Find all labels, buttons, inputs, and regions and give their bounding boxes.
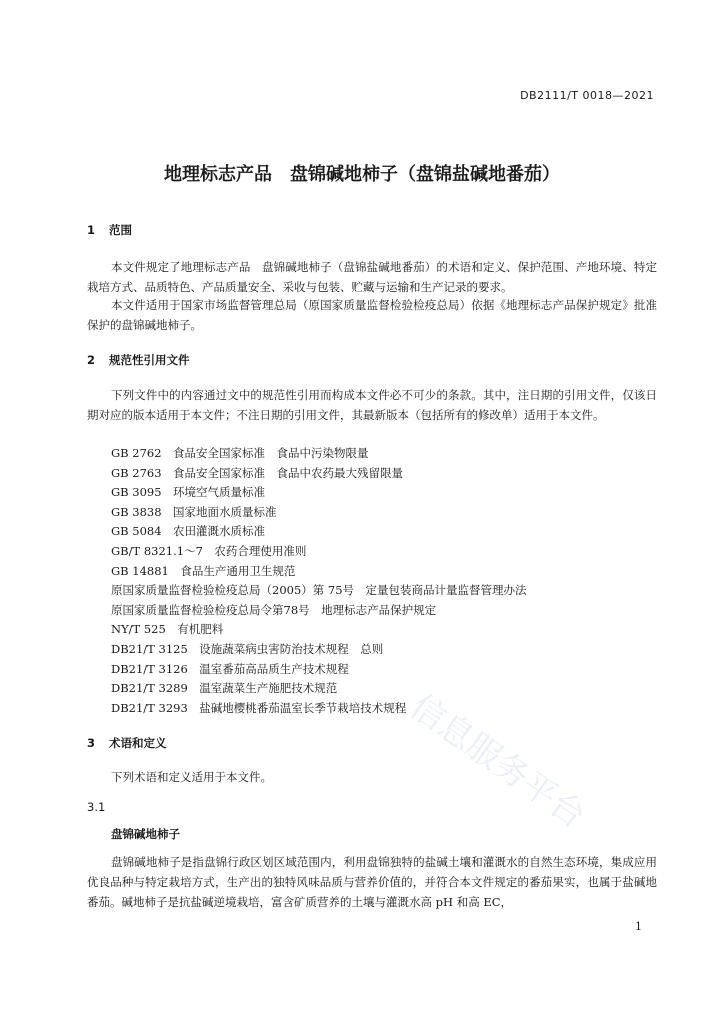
reference-item: GB 3095 环境空气质量标准 bbox=[111, 485, 266, 500]
reference-item: GB 14881 食品生产通用卫生规范 bbox=[111, 563, 296, 578]
section-1-heading bbox=[87, 222, 132, 238]
scope-paragraph-2: 本文件适用于国家市场监督管理总局（原国家质量监督检验检疫总局）依据《地理标志产品保护规定》批准保护的盘锦碱地柿子。 bbox=[87, 298, 657, 332]
section-number: 1 bbox=[87, 223, 96, 237]
document-title: 地理标志产品 盘锦碱地柿子（盘锦盐碱地番茄） bbox=[164, 164, 560, 185]
page-number: 1 bbox=[635, 920, 642, 933]
reference-item: GB 5084 农田灌溉水质标准 bbox=[111, 524, 266, 539]
reference-item: GB/T 8321.1～7 农药合理使用准则 bbox=[111, 543, 307, 558]
scope-paragraph-1: 本文件规定了地理标志产品 盘锦碱地柿子（盘锦盐碱地番茄）的术语和定义、保护范围、产地环境、特定栽培方式、品质特色、产品质量安全、采收与包装、贮藏与运输和生产记录的要求。 bbox=[87, 260, 657, 294]
document-code: DB2111/T 0018—2021 bbox=[520, 89, 654, 102]
terms-intro-paragraph: 下列术语和定义适用于本文件。 bbox=[111, 770, 272, 784]
reference-item: DB21/T 3125 设施蔬菜病虫害防治技术规程 总则 bbox=[111, 641, 384, 656]
reference-item: DB21/T 3289 温室蔬菜生产施肥技术规范 bbox=[111, 681, 338, 696]
reference-item: GB 2763 食品安全国家标准 食品中农药最大残留限量 bbox=[111, 465, 404, 480]
reference-item: NY/T 525 有机肥料 bbox=[111, 622, 224, 637]
reference-item: GB 2762 食品安全国家标准 食品中污染物限量 bbox=[111, 446, 369, 460]
section-title: 术语和定义 bbox=[109, 736, 167, 750]
section-2-heading bbox=[87, 352, 190, 368]
section-number: 2 bbox=[87, 353, 96, 367]
reference-item: 原国家质量监督检验检疫总局令第78号 地理标志产品保护规定 bbox=[111, 602, 437, 617]
section-number: 3 bbox=[87, 736, 96, 750]
reference-item: DB21/T 3126 温室番茄高品质生产技术规程 bbox=[111, 661, 349, 676]
section-title: 范围 bbox=[109, 223, 133, 237]
section-3-heading bbox=[87, 735, 167, 751]
subclause-number: 3.1 bbox=[87, 800, 106, 814]
reference-item: 原国家质量监督检验检疫总局（2005）第 75号 定量包装商品计量监督管理办法 bbox=[111, 583, 527, 598]
section-title: 规范性引用文件 bbox=[109, 353, 190, 367]
reference-item: DB21/T 3293 盐碱地樱桃番茄温室长季节栽培技术规程 bbox=[111, 700, 407, 715]
reference-item: GB 3838 国家地面水质量标准 bbox=[111, 504, 277, 519]
term-definition: 盘锦碱地柿子是指盘锦行政区划区域范围内，利用盘锦独特的盐碱土壤和灌溉水的自然生态环境，集成应用优良品种与特定栽培方式，生产出的独特风味品质与营养价值的，并符合本文件规定的番茄果实，也属于盐碱地番茄。碱地柿子是抗盐碱逆境栽培，富含矿质营养的土壤与灌溉水高 pH 和高 EC， bbox=[87, 855, 657, 909]
normative-references-list bbox=[111, 444, 527, 718]
watermark: 信息服务平台 bbox=[402, 686, 593, 837]
references-intro-paragraph: 下列文件中的内容通过文中的规范性引用而构成本文件必不可少的条款。其中，注日期的引用文件，仅该日期对应的版本适用于本文件；不注日期的引用文件，其最新版本（包括所有的修改单）适用于本文件。 bbox=[87, 388, 657, 422]
term-name: 盘锦碱地柿子 bbox=[111, 827, 180, 841]
